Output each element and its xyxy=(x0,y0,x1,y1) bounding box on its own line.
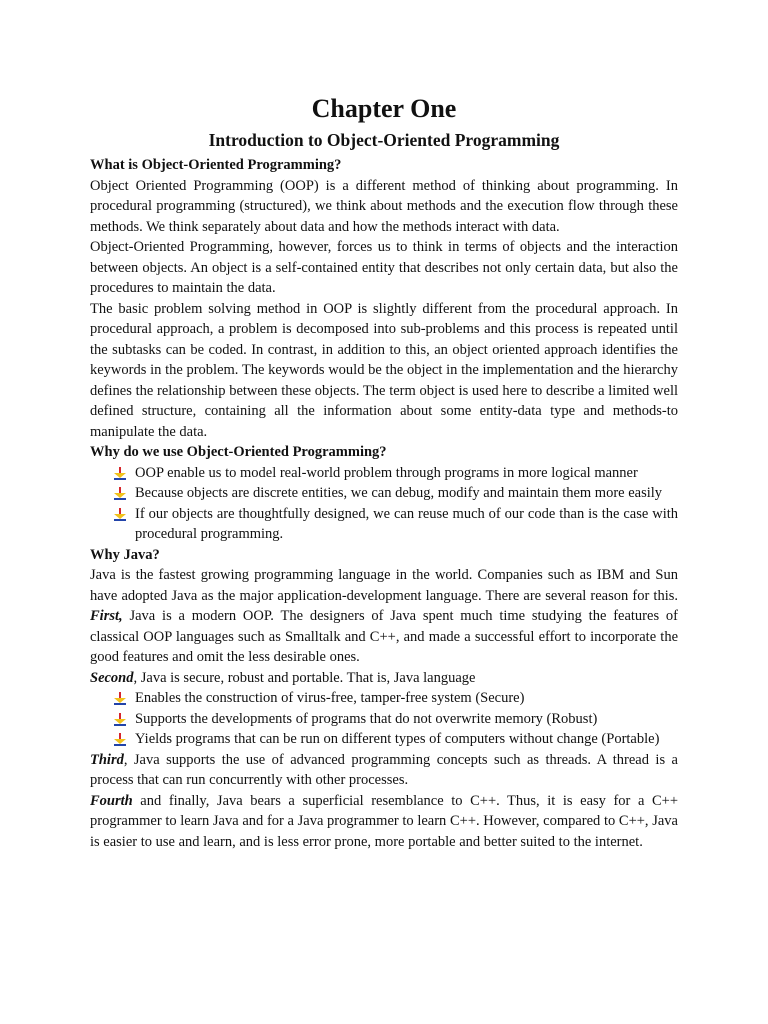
second-label: Second xyxy=(90,669,134,686)
first-label: First, xyxy=(90,608,123,624)
heading-why-use-oop: Why do we use Object-Oriented Programming? xyxy=(90,444,387,460)
list-item xyxy=(135,463,678,484)
bullet-text: Supports the developments of programs that do not overwrite memory (Robust) xyxy=(135,710,598,727)
arrow-bullet-icon xyxy=(113,467,127,480)
list-item xyxy=(135,483,678,504)
java-intro-text: Java is the fastest growing programming language in the world. Companies such as IBM and Sun have adopted Java as the major application-development language. There are several reason for this. xyxy=(90,567,678,604)
paragraph-oop-objects: Object-Oriented Programming, however, forces us to think in terms of objects and the interaction between objects. An object is a self-contained entity that describes not only certain data, but also the procedures to maintain the data. xyxy=(90,239,678,296)
list-item xyxy=(135,688,678,709)
third-label: Third xyxy=(90,751,124,768)
arrow-bullet-icon xyxy=(113,692,127,705)
bullet-text: If our objects are thoughtfully designed, we can reuse much of our code than is the case with procedural programming. xyxy=(135,505,678,542)
arrow-bullet-icon xyxy=(113,733,127,746)
bullet-text: Because objects are discrete entities, we can debug, modify and maintain them more easily xyxy=(135,485,663,501)
arrow-bullet-icon xyxy=(113,487,127,500)
fourth-text: and finally, Java bears a superficial resemblance to C++. Thus, it is easy for a C++ programmer to learn Java and for a Java programmer to learn C++. However, compared to C++, Java is easier to use and learn, and is less error prone, more portable and better suited to the internet. xyxy=(90,792,678,850)
paragraph-oop-problem-solving: The basic problem solving method in OOP is slightly different from the procedural approach. In procedural approach, a problem is decomposed into sub-problems and this process is repeated until the subtasks can be coded. In contrast, in addition to this, an object oriented approach identifies the keywords in the problem. The keywords would be the object in the implementation and the hierarchy defines the relationship between these objects. The term object is used here to describe a limited well defined structure, containing all the information about some entity-data type and methods-to manipulate the data. xyxy=(90,300,678,440)
chapter-subtitle: Introduction to Object-Oriented Programming xyxy=(208,130,560,150)
bullet-text: Yields programs that can be run on different types of computers without change (Portable) xyxy=(135,731,660,747)
paragraph-second xyxy=(90,668,678,689)
bullet-text: Enables the construction of virus-free, tamper-free system (Secure) xyxy=(135,690,525,706)
fourth-label: Fourth xyxy=(90,792,133,809)
arrow-bullet-icon xyxy=(113,713,127,726)
list-item xyxy=(135,504,678,545)
heading-what-is-oop: What is Object-Oriented Programming? xyxy=(90,157,342,173)
list-item xyxy=(135,729,678,750)
third-text: , Java supports the use of advanced programming concepts such as threads. A thread is a process that can run concurrently with other processes. xyxy=(90,751,678,788)
paragraph-fourth xyxy=(90,791,678,853)
paragraph-java-intro xyxy=(90,565,678,668)
java-features-list xyxy=(90,688,678,750)
why-use-oop-list xyxy=(90,463,678,545)
second-text: , Java is secure, robust and portable. That is, Java language xyxy=(133,669,476,686)
heading-why-java: Why Java? xyxy=(90,546,160,563)
bullet-text: OOP enable us to model real-world problem through programs in more logical manner xyxy=(135,464,638,481)
list-item xyxy=(135,709,678,730)
arrow-bullet-icon xyxy=(113,508,127,521)
chapter-title: Chapter One xyxy=(311,94,457,123)
first-text: Java is a modern OOP. The designers of Java spent much time studying the features of classical OOP languages such as Smalltalk and C++, and made a successful effort to incorporate the good features and omit the less desirable ones. xyxy=(90,608,678,665)
paragraph-third xyxy=(90,750,678,791)
paragraph-oop-definition: Object Oriented Programming (OOP) is a different method of thinking about programming. In procedural programming (structured), we think about methods and the execution flow through these methods. We think separately about data and how the methods interact with data. xyxy=(90,177,678,235)
